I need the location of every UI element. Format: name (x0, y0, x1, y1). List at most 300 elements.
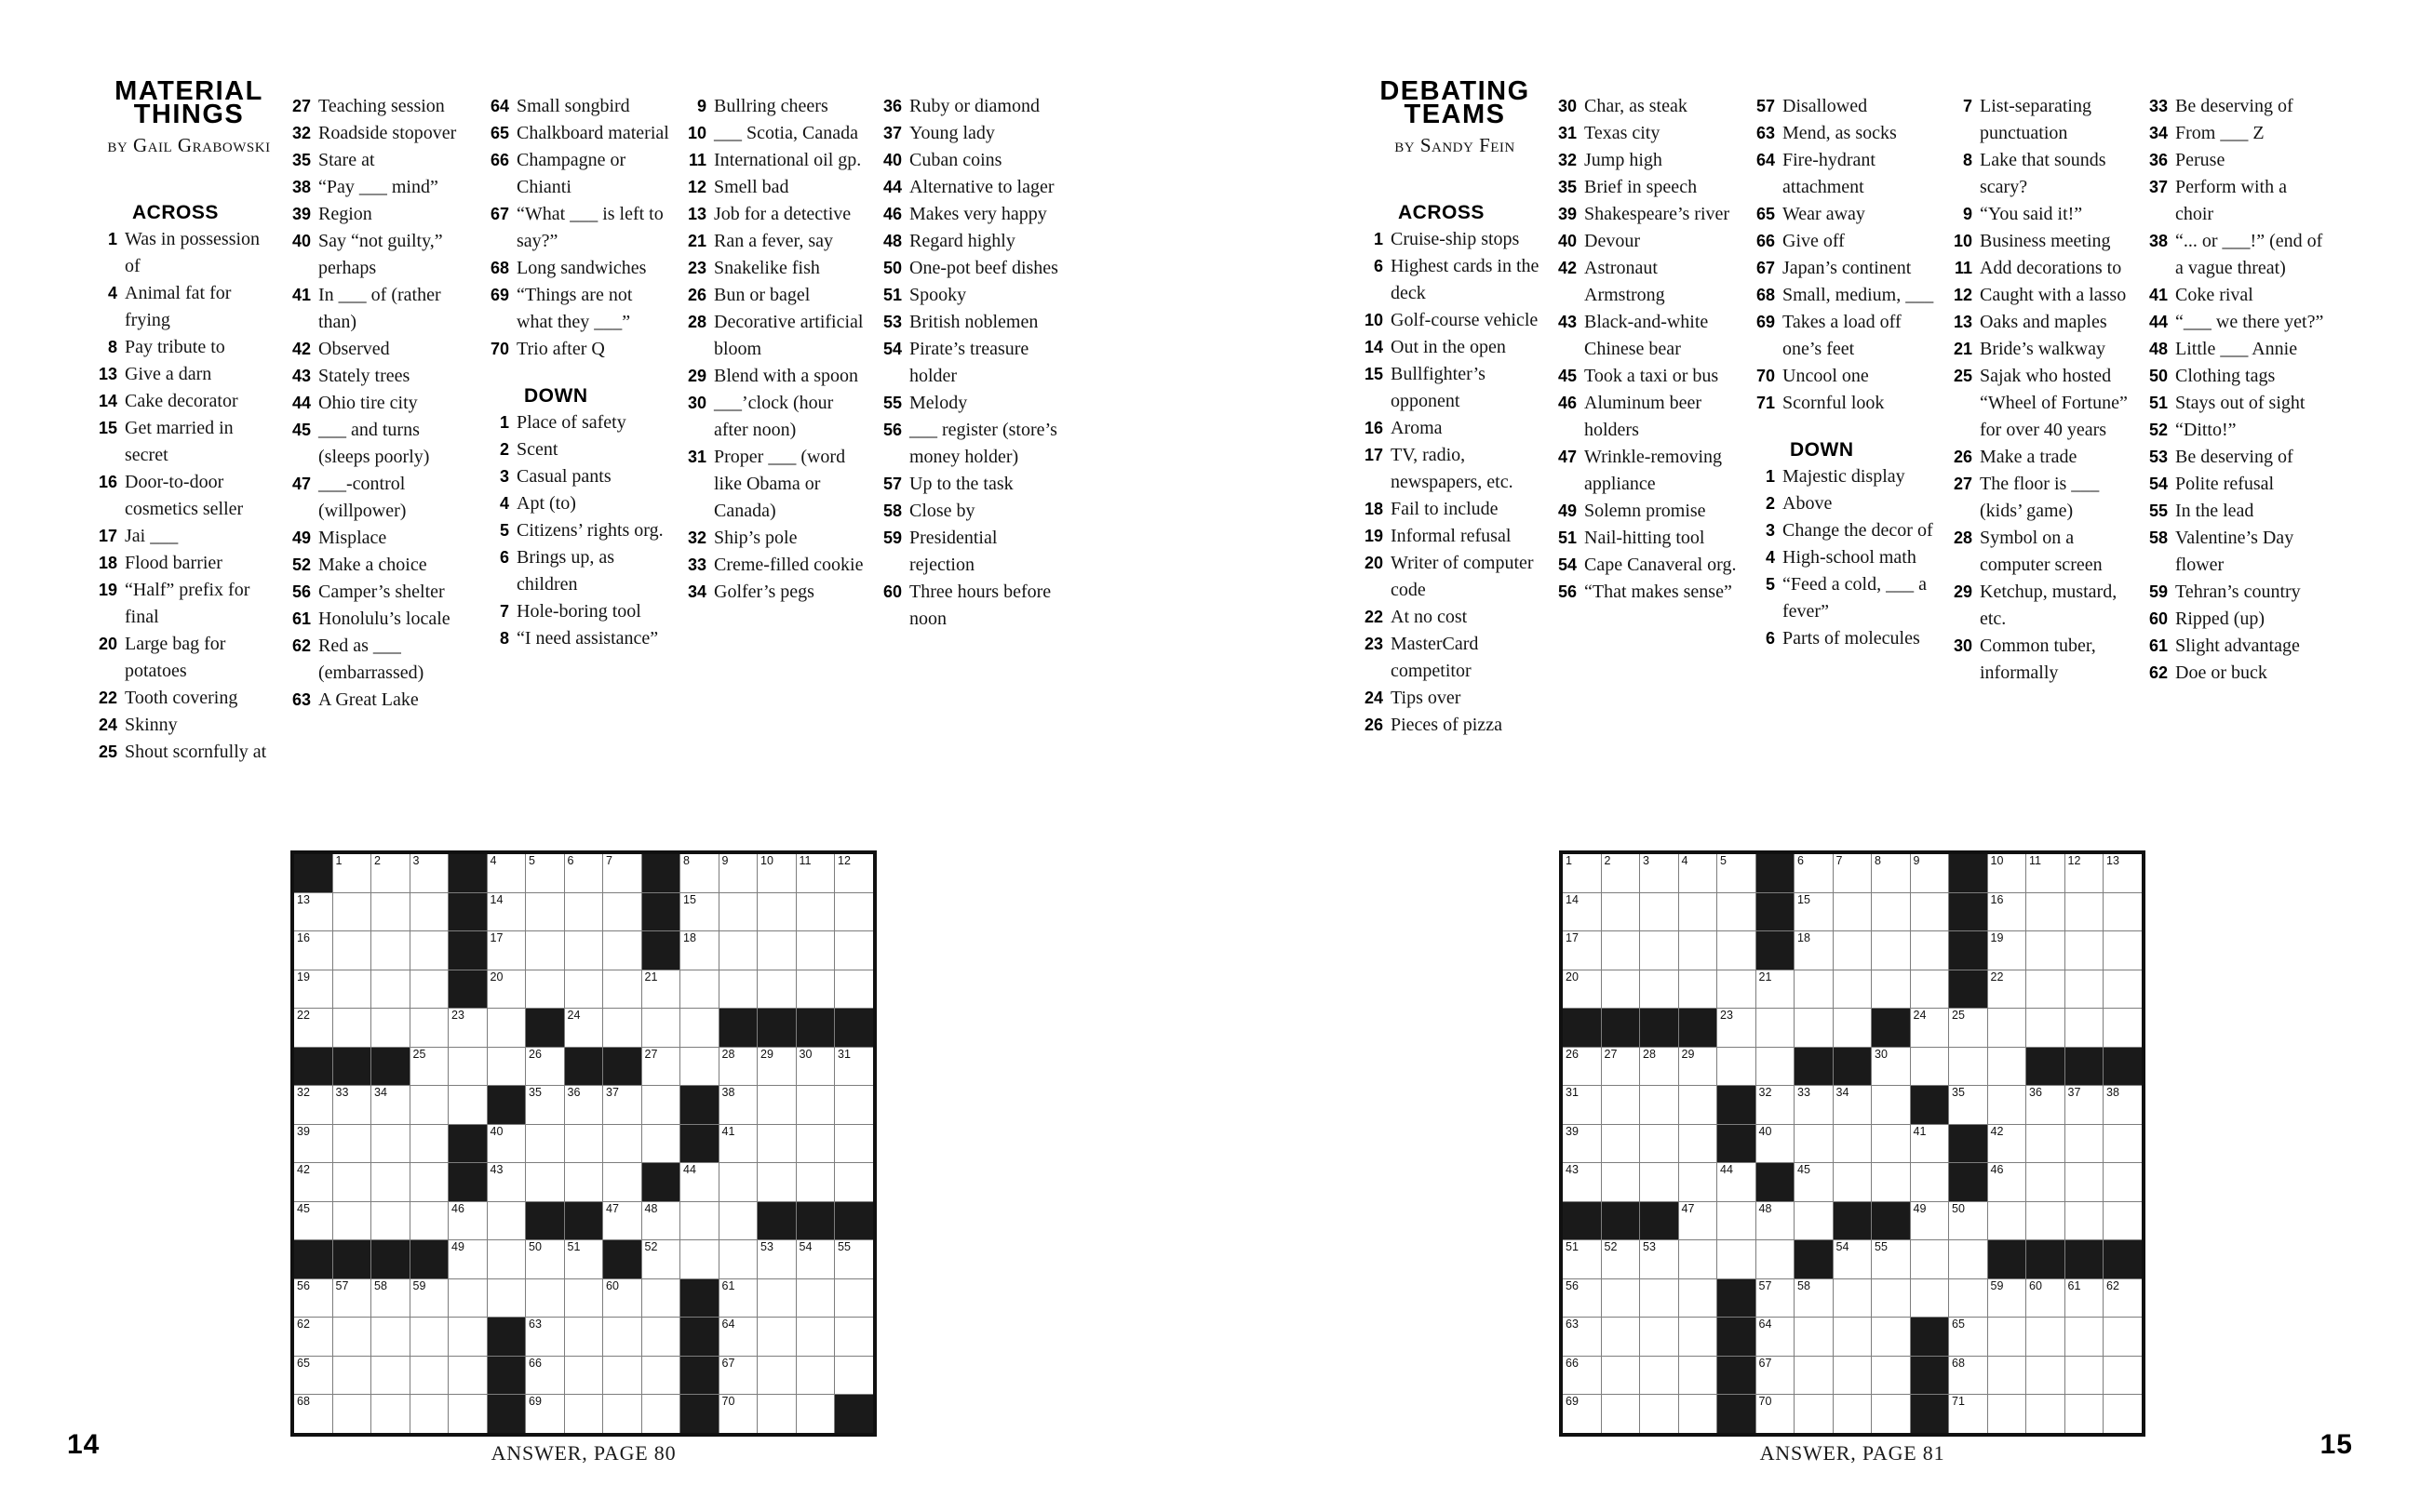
grid-cell[interactable] (1756, 970, 1795, 1009)
grid-cell[interactable] (1834, 1125, 1872, 1163)
clue-number: 31 (687, 448, 706, 466)
grid-cell[interactable] (1679, 931, 1717, 970)
clue (1747, 544, 1946, 571)
grid-cell[interactable] (1795, 931, 1833, 970)
grid-cell[interactable] (1834, 893, 1872, 931)
grid-cell[interactable] (2104, 1086, 2142, 1124)
grid-cell[interactable] (2065, 970, 2104, 1009)
grid-cell[interactable] (1640, 1086, 1678, 1124)
grid-cell[interactable] (1679, 1318, 1717, 1356)
grid-cell[interactable] (1872, 854, 1910, 892)
grid-cell[interactable] (2026, 1202, 2064, 1240)
cell-number: 45 (297, 1201, 310, 1215)
grid-cell[interactable] (1834, 1009, 1872, 1047)
grid-cell[interactable] (1949, 1279, 1987, 1318)
grid-cell[interactable] (2065, 1009, 2104, 1047)
grid-cell[interactable] (1602, 1357, 1640, 1395)
grid-cell[interactable] (1988, 1048, 2026, 1086)
grid-cell[interactable] (1679, 1125, 1717, 1163)
clue-number: 69 (490, 286, 509, 304)
clue-text: Get married in secret (125, 418, 234, 465)
clue (2140, 498, 2339, 525)
grid-cell[interactable] (1756, 1318, 1795, 1356)
grid-cell[interactable] (1872, 970, 1910, 1009)
clue-text: Change the decor of (1782, 520, 1933, 541)
grid-cell[interactable] (1795, 854, 1833, 892)
clue-text: Teaching session (318, 96, 445, 116)
clue-text: Three hours before noon (909, 582, 1052, 629)
cell-number: 9 (1913, 854, 1920, 867)
grid-cell[interactable] (1872, 1318, 1910, 1356)
clue (2140, 525, 2339, 579)
grid-cell[interactable] (1911, 1240, 1949, 1278)
clue-number: 28 (687, 313, 706, 331)
grid-cell[interactable] (1988, 1163, 2026, 1201)
grid-cell[interactable] (1911, 931, 1949, 970)
grid-cell[interactable] (1795, 1395, 1833, 1433)
grid-cell[interactable] (2065, 1202, 2104, 1240)
cell-number: 47 (1681, 1201, 1695, 1215)
cell-number: 18 (683, 931, 696, 944)
clue (1549, 309, 1748, 363)
clue-text: Brings up, as children (517, 547, 614, 595)
grid-cell[interactable] (1834, 931, 1872, 970)
grid-cell[interactable] (1911, 970, 1949, 1009)
grid-cell[interactable] (1756, 1279, 1795, 1318)
grid-cell[interactable] (1911, 854, 1949, 892)
grid-cell[interactable] (1911, 1048, 1949, 1086)
cell-number: 29 (760, 1047, 773, 1061)
grid-cell[interactable] (1717, 1009, 1755, 1047)
grid-cell[interactable] (2026, 931, 2064, 970)
grid-cell[interactable] (1679, 854, 1717, 892)
grid-cell[interactable] (1679, 893, 1717, 931)
grid-cell[interactable] (1563, 893, 1601, 931)
clue-text: International oil gp. (714, 150, 862, 170)
grid-cell[interactable] (1872, 1395, 1910, 1433)
grid-cell[interactable] (1679, 1395, 1717, 1433)
grid-cell[interactable] (1988, 1086, 2026, 1124)
cell-number: 12 (2067, 854, 2081, 867)
clue-text: Perform with a choir (2175, 177, 2287, 224)
grid-cell[interactable] (2026, 1357, 2064, 1395)
clue-number: 67 (1755, 259, 1775, 277)
clue-text: Fire-hydrant attachment (1782, 150, 1876, 197)
grid-cell[interactable] (1988, 1202, 2026, 1240)
grid-cell[interactable] (1872, 1163, 1910, 1201)
grid-cell[interactable] (1563, 1357, 1601, 1395)
grid-cell[interactable] (1640, 1357, 1678, 1395)
clue-number: 49 (291, 529, 311, 547)
cell-number: 6 (567, 854, 574, 867)
grid-cell[interactable] (1872, 1048, 1910, 1086)
clue (1355, 604, 1554, 631)
grid-cell[interactable] (2065, 1086, 2104, 1124)
grid-cell[interactable] (1949, 1357, 1987, 1395)
grid-cell[interactable] (2104, 931, 2142, 970)
grid-cell[interactable] (1872, 931, 1910, 970)
grid-cell[interactable] (1717, 893, 1755, 931)
cell-number: 14 (1566, 892, 1579, 906)
grid-cell[interactable] (1949, 1202, 1987, 1240)
grid-cell[interactable] (2104, 854, 2142, 892)
grid-cell[interactable] (1795, 1086, 1833, 1124)
grid-cell[interactable] (1679, 1240, 1717, 1278)
grid-cell[interactable] (1640, 1395, 1678, 1433)
grid-cell[interactable] (1563, 1163, 1601, 1201)
cell-number: 60 (606, 1278, 619, 1292)
grid-cell[interactable] (2104, 893, 2142, 931)
grid-cell[interactable] (1911, 1125, 1949, 1163)
cell-number: 48 (644, 1201, 658, 1215)
grid-cell[interactable] (1679, 970, 1717, 1009)
grid-cell[interactable] (1602, 854, 1640, 892)
grid-cell[interactable] (1602, 1279, 1640, 1318)
grid-cell[interactable] (1563, 1240, 1601, 1278)
grid-cell[interactable] (1756, 1048, 1795, 1086)
black-square (1640, 1202, 1678, 1240)
grid-cell[interactable] (1795, 1357, 1833, 1395)
grid-cell[interactable] (1834, 1395, 1872, 1433)
grid-cell[interactable] (2104, 1163, 2142, 1201)
grid-cell[interactable] (1756, 1009, 1795, 1047)
grid-cell[interactable] (1602, 1395, 1640, 1433)
grid-cell[interactable] (1602, 931, 1640, 970)
grid-cell[interactable] (2065, 1125, 2104, 1163)
clue-text: Red as ___ (embarrassed) (318, 636, 424, 683)
grid-cell[interactable] (1563, 1279, 1601, 1318)
grid-cell[interactable] (1872, 1279, 1910, 1318)
clue-number: 65 (1755, 205, 1775, 223)
cell-number: 55 (1875, 1240, 1888, 1253)
grid-cell[interactable] (1640, 970, 1678, 1009)
grid-cell[interactable] (1717, 970, 1755, 1009)
black-square (2065, 1240, 2104, 1278)
grid-cell[interactable] (2065, 854, 2104, 892)
clue-number: 26 (1953, 448, 1972, 466)
grid-cell[interactable] (1563, 1395, 1601, 1433)
cell-number: 67 (1758, 1356, 1772, 1370)
clue-text: Peruse (2175, 150, 2225, 170)
grid-cell[interactable] (2065, 1395, 2104, 1433)
grid-cell[interactable] (1795, 1163, 1833, 1201)
clue (1944, 201, 2144, 228)
clue-text: Ripped (up) (2175, 609, 2265, 629)
grid-cell[interactable] (1602, 1048, 1640, 1086)
grid-cell[interactable] (1640, 1240, 1678, 1278)
grid-cell[interactable] (2065, 1163, 2104, 1201)
grid-cell[interactable] (1988, 931, 2026, 970)
crossword-grid (1559, 850, 2145, 1437)
cell-number: 13 (297, 892, 310, 906)
clue-text: Ran a fever, say (714, 231, 834, 251)
clue-text: Bullfighter’s opponent (1391, 364, 1486, 411)
clue-text: In ___ of (rather than) (318, 285, 441, 332)
grid-cell[interactable] (1717, 1240, 1755, 1278)
grid-cell[interactable] (1795, 1202, 1833, 1240)
clue-number: 19 (1364, 527, 1383, 545)
grid-cell[interactable] (2065, 931, 2104, 970)
cell-number: 70 (721, 1395, 735, 1408)
clue-text: Common tuber, informally (1980, 636, 2096, 683)
grid-cell[interactable] (2026, 1086, 2064, 1124)
grid-cell[interactable] (1795, 1125, 1833, 1163)
grid-cell[interactable] (1949, 1395, 1987, 1433)
clue (2140, 309, 2339, 336)
grid-cell[interactable] (1756, 1357, 1795, 1395)
grid-cell[interactable] (1795, 893, 1833, 931)
grid-cell[interactable] (1640, 1318, 1678, 1356)
grid-cell[interactable] (1602, 1086, 1640, 1124)
grid-cell[interactable] (1640, 1163, 1678, 1201)
clue (2140, 444, 2339, 471)
puzzle-header (1355, 76, 1554, 157)
grid-cell[interactable] (1717, 931, 1755, 970)
page-number: 14 (67, 1429, 101, 1460)
grid-cell[interactable] (2026, 1279, 2064, 1318)
cell-number: 18 (1797, 931, 1810, 944)
clue-text: Camper’s shelter (318, 582, 445, 602)
grid-cell[interactable] (1988, 893, 2026, 931)
grid-cell[interactable] (1640, 893, 1678, 931)
clue-text: Add decorations to (1980, 258, 2122, 278)
grid-cell[interactable] (1988, 854, 2026, 892)
grid-cell[interactable] (1872, 1240, 1910, 1278)
grid-cell[interactable] (2026, 893, 2064, 931)
grid-cell[interactable] (2104, 970, 2142, 1009)
grid-cell[interactable] (1949, 1048, 1987, 1086)
grid-cell[interactable] (1949, 1318, 1987, 1356)
clue-text: Presidential rejection (909, 528, 998, 575)
cell-number: 28 (1643, 1047, 1656, 1061)
clue-number: 8 (1962, 151, 1972, 169)
grid-cell[interactable] (2026, 1125, 2064, 1163)
grid-cell[interactable] (1679, 1202, 1717, 1240)
grid-cell[interactable] (1717, 1048, 1755, 1086)
clue-text: Tips over (1391, 688, 1461, 708)
grid-cell[interactable] (2104, 1357, 2142, 1395)
clue-number: 30 (687, 394, 706, 412)
clue-number: 21 (1953, 340, 1972, 358)
clue-number: 63 (291, 690, 311, 709)
clue-text: Wear away (1782, 204, 1865, 224)
grid-cell[interactable] (1872, 1357, 1910, 1395)
grid-cell[interactable] (1949, 1240, 1987, 1278)
grid-cell[interactable] (1640, 931, 1678, 970)
grid-cell[interactable] (1988, 970, 2026, 1009)
clue-column (1747, 93, 1946, 652)
grid-cell[interactable] (1563, 970, 1601, 1009)
grid-cell[interactable] (2104, 1125, 2142, 1163)
grid-cell[interactable] (2065, 1279, 2104, 1318)
grid-cell[interactable] (1602, 1125, 1640, 1163)
clue-text: Wrinkle-removing appliance (1584, 447, 1723, 494)
clue-number: 22 (98, 689, 117, 707)
clue-number: 15 (1364, 365, 1383, 383)
cell-number: 42 (297, 1163, 310, 1176)
grid-cell[interactable] (2065, 893, 2104, 931)
grid-cell[interactable] (1756, 1395, 1795, 1433)
grid-cell[interactable] (1602, 1163, 1640, 1201)
grid-cell[interactable] (1563, 1318, 1601, 1356)
grid-cell[interactable] (1679, 1279, 1717, 1318)
clue-number: 26 (1364, 716, 1383, 734)
grid-cell[interactable] (1872, 1125, 1910, 1163)
grid-cell[interactable] (1602, 893, 1640, 931)
grid-cell[interactable] (1563, 1125, 1601, 1163)
grid-cell[interactable] (2104, 1395, 2142, 1433)
grid-cell[interactable] (2026, 1318, 2064, 1356)
grid-cell[interactable] (1988, 1318, 2026, 1356)
grid-cell[interactable] (1988, 1279, 2026, 1318)
clue-text: Doe or buck (2175, 662, 2267, 683)
grid-cell[interactable] (1756, 1086, 1795, 1124)
grid-cell[interactable] (1563, 1086, 1601, 1124)
clue-number: 69 (1755, 313, 1775, 331)
grid-cell[interactable] (1640, 1048, 1678, 1086)
grid-cell[interactable] (1795, 1279, 1833, 1318)
grid-cell[interactable] (1563, 854, 1601, 892)
grid-cell[interactable] (1949, 1009, 1987, 1047)
grid-cell[interactable] (1756, 1202, 1795, 1240)
grid-cell[interactable] (1795, 1318, 1833, 1356)
clue-text: Above (1782, 493, 1833, 514)
grid-cell[interactable] (1911, 1202, 1949, 1240)
clue-text: Pieces of pizza (1391, 715, 1502, 735)
grid-cell[interactable] (1640, 1125, 1678, 1163)
grid-cell[interactable] (1911, 1163, 1949, 1201)
clue-text: Shout scornfully at (125, 742, 267, 762)
grid-cell[interactable] (2104, 1318, 2142, 1356)
grid-cell[interactable] (1602, 1240, 1640, 1278)
grid-cell[interactable] (1834, 1318, 1872, 1356)
grid-cell[interactable] (1988, 1357, 2026, 1395)
grid-cell[interactable] (2104, 1202, 2142, 1240)
cell-number: 16 (297, 931, 310, 944)
grid-cell[interactable] (1834, 970, 1872, 1009)
grid-cell[interactable] (1602, 970, 1640, 1009)
cell-number: 9 (721, 854, 729, 867)
grid-cell[interactable] (1834, 1279, 1872, 1318)
grid-cell[interactable] (1679, 1086, 1717, 1124)
grid-cell[interactable] (1602, 1318, 1640, 1356)
grid-cell[interactable] (1988, 1009, 2026, 1047)
grid-cell[interactable] (1872, 893, 1910, 931)
clue-number: 18 (1364, 500, 1383, 518)
grid-cell[interactable] (2026, 1009, 2064, 1047)
clue-number: 68 (1755, 286, 1775, 304)
grid-cell[interactable] (1834, 1357, 1872, 1395)
clue-text: Be deserving of (2175, 96, 2293, 116)
puzzle-byline: by Gail Grabowski (107, 134, 271, 156)
grid-cell[interactable] (2065, 1318, 2104, 1356)
clue-number: 10 (687, 124, 706, 142)
clue (2140, 471, 2339, 498)
grid-cell[interactable] (1988, 1125, 2026, 1163)
clue-number: 12 (1953, 286, 1972, 304)
cell-number: 70 (1758, 1395, 1772, 1408)
cell-number: 11 (799, 854, 812, 867)
grid-cell[interactable] (1679, 1048, 1717, 1086)
grid-cell[interactable] (1911, 1279, 1949, 1318)
clue-text: Texas city (1584, 123, 1660, 143)
clue-number: 54 (882, 340, 902, 358)
clue (1549, 552, 1748, 579)
grid-cell[interactable] (2026, 970, 2064, 1009)
clue-number: 43 (291, 367, 311, 385)
clue-number: 39 (1557, 205, 1577, 223)
clue-number: 44 (882, 178, 902, 196)
clue (1355, 523, 1554, 550)
grid-cell[interactable] (1795, 1009, 1833, 1047)
cell-number: 44 (683, 1163, 696, 1176)
clue (1355, 226, 1554, 253)
grid-cell[interactable] (2065, 1357, 2104, 1395)
grid-cell[interactable] (1988, 1395, 2026, 1433)
clue-number: 20 (1364, 554, 1383, 572)
clue (1747, 517, 1946, 544)
grid-cell[interactable] (1717, 854, 1755, 892)
grid-cell[interactable] (1911, 1009, 1949, 1047)
grid-cell[interactable] (2026, 854, 2064, 892)
clue-number: 68 (490, 259, 509, 277)
clue-text: Casual pants (517, 466, 612, 487)
grid-cell[interactable] (1756, 1125, 1795, 1163)
grid-cell[interactable] (1834, 1086, 1872, 1124)
clue-text: Up to the task (909, 474, 1014, 494)
grid-cell[interactable] (1563, 1048, 1601, 1086)
grid-cell[interactable] (1679, 1163, 1717, 1201)
clue (1944, 93, 2144, 147)
clue-number: 64 (1755, 151, 1775, 169)
clue-number: 40 (1557, 232, 1577, 250)
clue-text: MasterCard competitor (1391, 634, 1479, 681)
grid-cell[interactable] (1563, 931, 1601, 970)
clue-number: 60 (2148, 609, 2168, 628)
cell-number: 63 (529, 1318, 542, 1331)
grid-cell[interactable] (1834, 1240, 1872, 1278)
clue-number: 43 (1557, 313, 1577, 331)
grid-cell[interactable] (1717, 1202, 1755, 1240)
grid-cell[interactable] (2026, 1163, 2064, 1201)
grid-cell[interactable] (1717, 1163, 1755, 1201)
grid-cell[interactable] (1834, 854, 1872, 892)
grid-cell[interactable] (2104, 1279, 2142, 1318)
cell-number: 45 (1797, 1163, 1810, 1176)
grid-cell[interactable] (2104, 1009, 2142, 1047)
clue-text: Scent (517, 439, 558, 460)
grid-cell[interactable] (1756, 1240, 1795, 1278)
clue-text: Black-and-white Chinese bear (1584, 312, 1709, 359)
grid-cell[interactable] (1872, 1086, 1910, 1124)
cell-number: 32 (297, 1086, 310, 1099)
clue-number: 5 (1765, 575, 1775, 594)
grid-cell[interactable] (1640, 854, 1678, 892)
grid-cells (1563, 854, 2142, 1433)
grid-cell[interactable] (1795, 970, 1833, 1009)
grid-cell[interactable] (2026, 1395, 2064, 1433)
grid-cell[interactable] (1911, 893, 1949, 931)
cell-number: 59 (1990, 1278, 2004, 1292)
grid-cell[interactable] (1640, 1279, 1678, 1318)
grid-cell[interactable] (1949, 1086, 1987, 1124)
clue (1355, 442, 1554, 496)
grid-cell[interactable] (1679, 1357, 1717, 1395)
clue-number: 41 (291, 286, 311, 304)
clue-text: Makes very happy (909, 204, 1047, 224)
black-square (2104, 1048, 2142, 1086)
grid-cell[interactable] (1834, 1163, 1872, 1201)
